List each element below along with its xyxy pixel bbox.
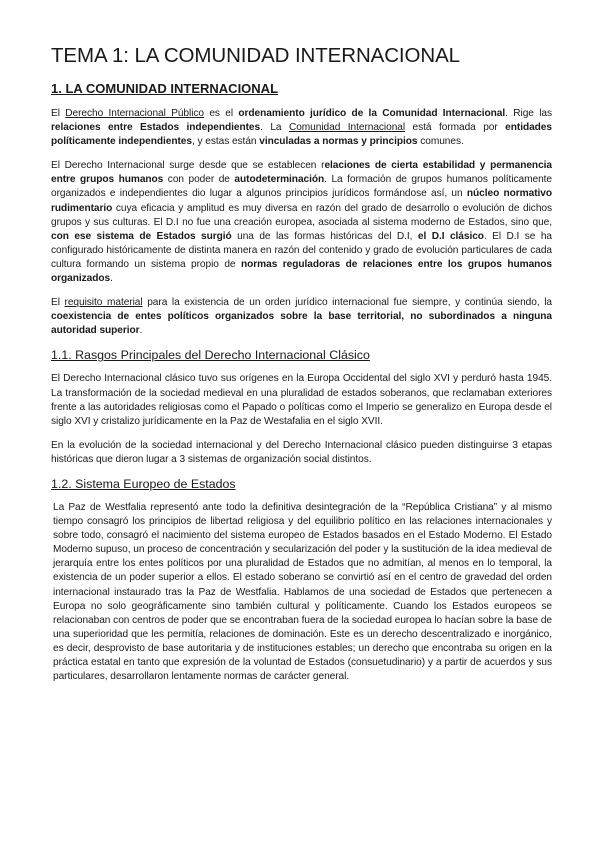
section-1-1-heading: 1.1. Rasgos Principales del Derecho Internacional Clásico xyxy=(51,348,370,363)
section-1-paragraph-3: El requisito material para la existencia de un orden jurídico internacional fue siempre, y continúa siendo, la coexistencia de entes políticos organizados sobre la base territorial, no subordinados a ninguna autoridad superior. xyxy=(51,297,552,337)
document-title: TEMA 1: LA COMUNIDAD INTERNACIONAL xyxy=(51,44,460,67)
section-1-1-paragraph-1: El Derecho Internacional clásico tuvo sus orígenes en la Europa Occidental del siglo XVI y perduró hasta 1945. La transformación de la sociedad medieval en una pluralidad de estados soberanos, que reclamaban exteriores frente a las autoridades religiosas como el Papado o políticas como el Imperio se generalizo en Europa desde el siglo XVI y cristalizo jurídicamente en la Paz de Westafalia en el siglo XVII. xyxy=(51,373,552,427)
section-1-paragraph-2: El Derecho Internacional surge desde que se establecen relaciones de cierta estabilidad y permanencia entre grupos humanos con poder de autodeterminación. La formación de grupos humanos políticamente organizados e independientes dio lugar a algunos principios jurídicos formándose así, un núcleo normativo rudimentario cuya eficacia y amplitud es muy diversa en razón del grado de desarrollo o evolución de dichos grupos y sus culturas. El D.I no fue una creación europea, asociada al sistema moderno de Estados, sino que, con ese sistema de Estados surgió una de las formas históricas del D.I, el D.I clásico. El D.I se ha configurado históricamente de distinta manera en razón del contenido y grado de evolución particulares de cada cultura formando un sistema propio de normas reguladoras de relaciones entre los grupos humanos organizados. xyxy=(51,160,552,285)
section-1-heading: 1. LA COMUNIDAD INTERNACIONAL xyxy=(51,81,279,96)
section-1-2-heading: 1.2. Sistema Europeo de Estados xyxy=(51,476,236,491)
section-1-2-paragraph-1: La Paz de Westfalia representó ante todo la definitiva desintegración de la “República Cristiana” y al mismo tiempo consagró los principios de libertad religiosa y del equilibrio político en las relaciones internacionales y sobre todo, consagró el nacimiento del sistema europeo de Estados basados en el Estado Moderno. El Estado Moderno supuso, un proceso de concentración y secularización del poder y la sustitución de la idea medieval de jerarquía entre los entes políticos por una pluralidad de Estados que no admitían, al menos en lo temporal, la existencia de un poder superior a ellos. El estado soberano se convirtió así en el centro de gravedad del orden internacional instaurado tras la Paz de Westfalia. Hablamos de una sociedad de Estados que pertenecen a Europa no solo geográficamente sino también cultural y políticamente. Cuando los Estados europeos se relacionaban con centros de poder que se encontraban fuera de la sociedad europea lo hacían sobre la base de una superioridad que les permitía, relaciones de dominación. Este es un derecho descentralizado e inorgánico, es decir, desprovisto de base autoritaria y de instituciones estables; un derecho que encontraba su origen en la práctica estatal en tanto que expresión de la voluntad de Estados (consuetudinario) y a partir de acuerdos y sus particulares, desarrollaron lentamente normas de carácter general. xyxy=(53,501,552,683)
section-1-paragraph-1: El Derecho Internacional Público es el ordenamiento jurídico de la Comunidad Internacional. Rige las relaciones entre Estados independientes. La Comunidad Internacional está formada por entidades políticamente independientes, y estas están vinculadas a normas y principios comunes. xyxy=(51,108,552,148)
section-1-1-paragraph-2: En la evolución de la sociedad internacional y del Derecho Internacional clásico pueden distinguirse 3 etapas históricas que dieron lugar a 3 sistemas de organización social distintos. xyxy=(51,439,552,465)
